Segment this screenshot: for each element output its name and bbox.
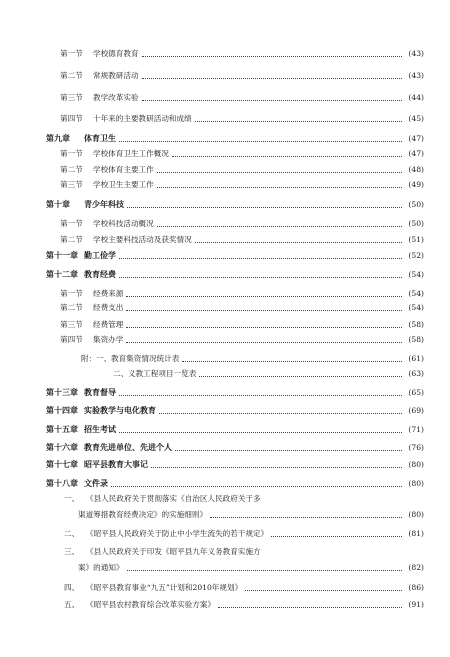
toc-entry-page: (81) <box>408 529 424 538</box>
toc-entry-title: 教育先进单位、先进个人 <box>84 443 172 452</box>
toc-entry <box>0 233 450 247</box>
toc-entry-title: 教育集资情况统计表 <box>111 354 180 363</box>
toc-entry-page: (47) <box>408 149 424 158</box>
toc-entry <box>0 91 450 105</box>
toc-entry-number: 第一节 <box>60 49 83 58</box>
toc-entry-title: 学校卫生主要工作 <box>93 180 154 189</box>
toc-entry-title: 义教工程项目一览表 <box>128 369 197 378</box>
toc-entry-page: (86) <box>408 583 424 592</box>
toc-entry-number: 一、 <box>64 494 80 503</box>
toc-entry-number: 第二节 <box>60 303 83 312</box>
toc-entry-number: 五、 <box>64 600 80 609</box>
toc-entry <box>0 492 450 506</box>
toc-entry-number: 第四节 <box>60 335 83 344</box>
toc-entry-title: 文件录 <box>84 479 108 488</box>
toc-entry <box>0 132 450 146</box>
toc-entry <box>0 581 450 595</box>
toc-entry-title: 《县人民政府关于印发《昭平县九年义务教育实施方 <box>86 547 261 556</box>
toc-entry-title: 常规教研活动 <box>93 71 139 80</box>
toc-entry <box>0 287 450 301</box>
leader-dots <box>157 187 402 188</box>
toc-entry <box>0 163 450 177</box>
leader-dots <box>126 310 402 311</box>
toc-entry-title: 学校科技活动概况 <box>93 219 154 228</box>
toc-entry-number: 第十六章 <box>46 443 78 452</box>
toc-entry-number: 第十八章 <box>46 479 78 488</box>
toc-entry-page: (63) <box>408 369 424 378</box>
toc-entry <box>0 527 450 541</box>
toc-entry-title: 勤工俭学 <box>84 251 116 260</box>
toc-entry <box>0 545 450 559</box>
toc-entry-title: 学校体育主要工作 <box>93 165 154 174</box>
toc-entry <box>0 404 450 418</box>
toc-entry-title: 体育卫生 <box>84 134 116 143</box>
toc-entry-page: (49) <box>408 180 424 189</box>
toc-entry-number: 第一节 <box>60 149 83 158</box>
leader-dots <box>119 258 402 259</box>
toc-entry-page: (71) <box>408 425 424 434</box>
leader-dots <box>195 242 402 243</box>
leader-dots <box>126 327 402 328</box>
toc-entry-page: (58) <box>408 320 424 329</box>
toc-entry-number: 第三节 <box>60 180 83 189</box>
toc-entry <box>0 47 450 61</box>
toc-entry-title: 集资办学 <box>93 335 124 344</box>
toc-entry-title: 教学改革实验 <box>93 93 139 102</box>
toc-entry-page: (48) <box>408 165 424 174</box>
toc-entry-number: 第九章 <box>46 134 70 143</box>
toc-entry <box>0 423 450 437</box>
toc-entry-number: 四、 <box>64 583 80 592</box>
leader-dots <box>172 156 402 157</box>
toc-entry-number: 第三节 <box>60 320 83 329</box>
leader-dots <box>119 432 402 433</box>
toc-entry-number: 第二节 <box>60 235 83 244</box>
toc-entry-title: 经费来源 <box>93 289 124 298</box>
toc-entry-page: (80) <box>408 479 424 488</box>
toc-entry-number: 三、 <box>64 547 80 556</box>
leader-dots <box>151 467 402 468</box>
toc-entry-title: 十年来的主要教研活动和成绩 <box>93 114 192 123</box>
leader-dots <box>199 376 402 377</box>
toc-entry-number: 二、 <box>64 529 80 538</box>
leader-dots <box>182 361 402 362</box>
toc-entry-page: (43) <box>408 49 424 58</box>
toc-entry-number: 第一节 <box>60 219 83 228</box>
toc-entry-page: (76) <box>408 443 424 452</box>
toc-entry-number: 附：一、 <box>81 354 112 363</box>
toc-entry-page: (47) <box>408 134 424 143</box>
toc-entry-page: (69) <box>408 406 424 415</box>
toc-entry-number: 第十五章 <box>46 425 78 434</box>
toc-entry <box>0 477 450 491</box>
leader-dots <box>142 78 402 79</box>
toc-entry <box>0 268 450 282</box>
toc-entry-page: (43) <box>408 71 424 80</box>
toc-entry-number: 第十四章 <box>46 406 78 415</box>
toc-entry-page: (44) <box>408 93 424 102</box>
toc-entry-page: (52) <box>408 251 424 260</box>
toc-entry-number: 第十三章 <box>46 388 78 397</box>
leader-dots <box>159 413 402 414</box>
toc-entry <box>0 301 450 315</box>
toc-entry-title: 学校体育卫生工作概况 <box>93 149 169 158</box>
toc-entry-number: 第十二章 <box>46 270 78 279</box>
toc-entry-number: 第十七章 <box>46 460 78 469</box>
toc-entry-page: (45) <box>408 114 424 123</box>
toc-entry-number: 二、 <box>113 369 129 378</box>
toc-entry-title: 招生考试 <box>84 425 116 434</box>
toc-entry-page: (61) <box>408 354 424 363</box>
toc-entry-title: 案》的通知》 <box>78 563 124 572</box>
toc-entry-page: (80) <box>408 460 424 469</box>
toc-entry-title: 《昭平县人民政府关于防止中小学生流失的若干规定》 <box>86 529 269 538</box>
toc-entry-title: 青少年科技 <box>84 200 124 209</box>
toc-entry <box>0 147 450 161</box>
toc-entry <box>0 198 450 212</box>
leader-dots <box>119 277 402 278</box>
toc-entry-number: 第三节 <box>60 93 83 102</box>
leader-dots <box>119 141 402 142</box>
toc-entry-page: (50) <box>408 200 424 209</box>
toc-entry-page: (51) <box>408 235 424 244</box>
toc-entry-page: (54) <box>408 303 424 312</box>
leader-dots <box>157 172 402 173</box>
toc-entry-title: 《昭平县教育事业“九五”计划和2010年规划》 <box>86 583 243 592</box>
toc-entry-page: (54) <box>408 289 424 298</box>
leader-dots <box>127 207 402 208</box>
leader-dots <box>245 590 402 591</box>
toc-entry-title: 昭平县教育大事记 <box>84 460 148 469</box>
toc-entry-title: 经费管理 <box>93 320 124 329</box>
toc-entry <box>0 318 450 332</box>
leader-dots <box>218 607 402 608</box>
toc-entry-title: 渠道筹措教育经费决定》的实施细则》 <box>78 510 208 519</box>
toc-entry-page: (82) <box>408 563 424 572</box>
toc-entry-page: (54) <box>408 270 424 279</box>
toc-entry-title: 《昭平县农村教育综合改革实验方案》 <box>86 600 216 609</box>
toc-entry <box>0 508 450 522</box>
leader-dots <box>142 100 402 101</box>
toc-entry-number: 第二节 <box>60 165 83 174</box>
leader-dots <box>111 486 402 487</box>
toc-entry <box>0 178 450 192</box>
toc-entry-title: 教育经费 <box>84 270 116 279</box>
toc-entry-page: (65) <box>408 388 424 397</box>
toc-entry <box>0 458 450 472</box>
toc-entry <box>0 386 450 400</box>
toc-entry-page: (58) <box>408 335 424 344</box>
leader-dots <box>210 517 402 518</box>
leader-dots <box>175 450 402 451</box>
leader-dots <box>119 395 402 396</box>
toc-entry <box>0 249 450 263</box>
leader-dots <box>195 121 402 122</box>
toc-entry-page: (80) <box>408 510 424 519</box>
toc-entry-title: 实验教学与电化教育 <box>84 406 156 415</box>
toc-entry <box>0 69 450 83</box>
toc-entry <box>0 367 450 381</box>
leader-dots <box>157 226 402 227</box>
toc-entry-title: 经费支出 <box>93 303 124 312</box>
leader-dots <box>142 56 402 57</box>
toc-entry <box>0 352 450 366</box>
leader-dots <box>126 342 402 343</box>
toc-entry-title: 学校德育教育 <box>93 49 139 58</box>
toc-entry-title: 学校主要科技活动及获奖情况 <box>93 235 192 244</box>
toc-entry-number: 第十章 <box>46 200 70 209</box>
toc-entry-title: 《县人民政府关于贯彻落实《自治区人民政府关于多 <box>86 494 261 503</box>
toc-entry <box>0 112 450 126</box>
leader-dots <box>126 296 402 297</box>
leader-dots <box>127 570 402 571</box>
toc-entry <box>0 561 450 575</box>
toc-entry-number: 第二节 <box>60 71 83 80</box>
toc-entry <box>0 333 450 347</box>
leader-dots <box>271 536 402 537</box>
toc-entry-page: (91) <box>408 600 424 609</box>
toc-entry <box>0 598 450 612</box>
toc-entry-title: 教育督导 <box>84 388 116 397</box>
toc-entry-number: 第一节 <box>60 289 83 298</box>
toc-entry <box>0 441 450 455</box>
toc-entry <box>0 217 450 231</box>
toc-entry-page: (50) <box>408 219 424 228</box>
toc-entry-number: 第十一章 <box>46 251 78 260</box>
toc-entry-number: 第四节 <box>60 114 83 123</box>
